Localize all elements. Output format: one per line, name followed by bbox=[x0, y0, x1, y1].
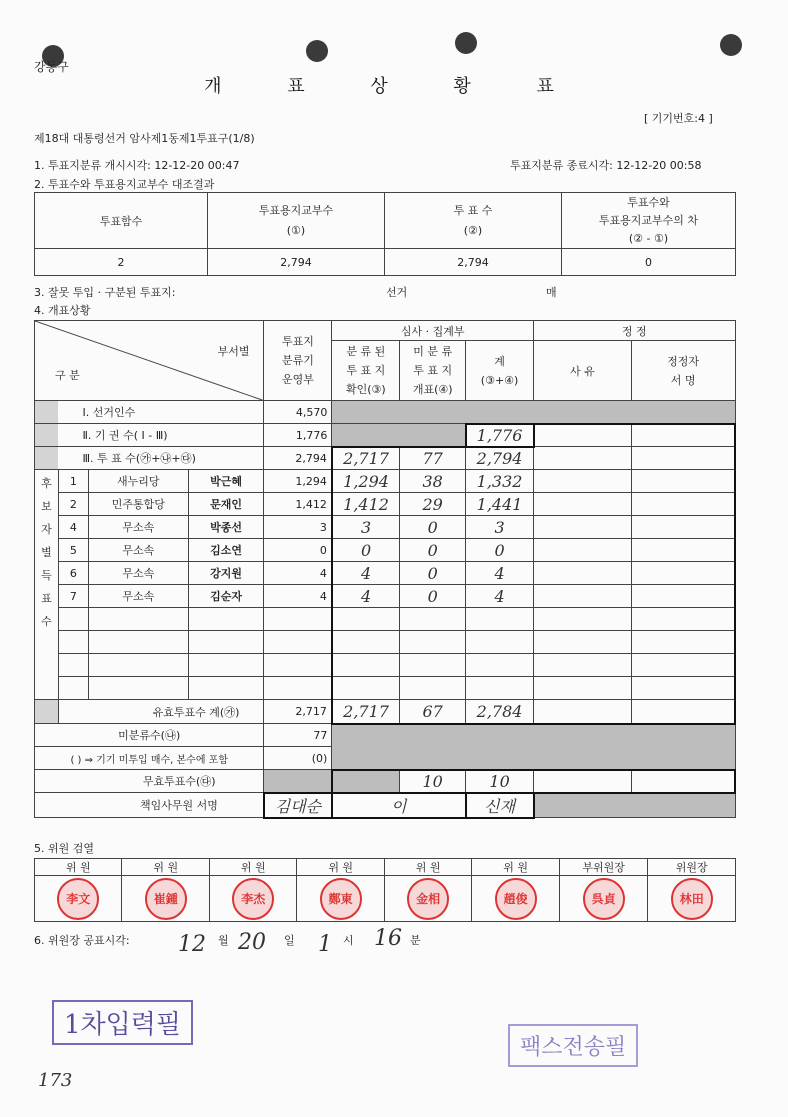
candidate-machine: 4 bbox=[264, 585, 332, 608]
header-diagonal-cell bbox=[35, 321, 264, 401]
header-signer: 정정자 서 명 bbox=[631, 341, 735, 401]
counting-table bbox=[34, 320, 736, 819]
candidate-row bbox=[35, 562, 736, 585]
candidate-row bbox=[35, 539, 736, 562]
header-difference: 투표수와 투표용지교부수의 차 (② - ①) bbox=[562, 193, 736, 249]
page-title: 개 표 상 황 표 bbox=[204, 76, 584, 97]
value-votes: 2,794 bbox=[385, 249, 562, 276]
committee-table bbox=[34, 858, 736, 922]
header-votes: 투 표 수 (②) bbox=[385, 193, 562, 249]
committee-role: 위 원 bbox=[122, 859, 209, 876]
signature-2: 이 bbox=[332, 793, 466, 818]
fax-sent-stamp: 팩스전송필 bbox=[508, 1024, 638, 1067]
diagonal-line bbox=[35, 321, 265, 401]
candidate-machine: 4 bbox=[264, 562, 332, 585]
candidate-sum: 1,332 bbox=[466, 470, 534, 493]
value-issued: 2,794 bbox=[208, 249, 385, 276]
row-voters-label: Ⅰ. 선거인수 bbox=[58, 401, 264, 424]
row-sign-label: 책임사무원 서명 bbox=[35, 793, 264, 818]
header-machine: 투표지 분류기 운영부 bbox=[264, 321, 332, 401]
candidate-party: 무소속 bbox=[88, 539, 188, 562]
announce-minute: 16 bbox=[374, 926, 402, 951]
candidate-sum: 1,441 bbox=[466, 493, 534, 516]
side-label: 후 보 자 별 득 표 수 bbox=[35, 470, 59, 700]
candidate-machine: 1,412 bbox=[264, 493, 332, 516]
row-abstain-label: Ⅱ. 기 권 수( Ⅰ - Ⅲ) bbox=[58, 424, 264, 447]
empty-row bbox=[35, 608, 736, 631]
header-reason: 사 유 bbox=[534, 341, 632, 401]
seal-stamp: 崔鍾 bbox=[145, 878, 187, 920]
punch-hole bbox=[720, 34, 742, 56]
header-issued: 투표용지교부수 (①) bbox=[208, 193, 385, 249]
committee-role: 위원장 bbox=[648, 859, 736, 876]
row-valid-machine: 2,717 bbox=[264, 700, 332, 724]
seal-stamp: 李文 bbox=[57, 878, 99, 920]
committee-role: 위 원 bbox=[384, 859, 471, 876]
candidate-sum: 3 bbox=[466, 516, 534, 539]
candidate-no: 2 bbox=[58, 493, 88, 516]
header-sum: 계 (③+④) bbox=[466, 341, 534, 401]
section3-label: 3. 잘못 투입 · 구분된 투표지: bbox=[34, 286, 176, 299]
punch-hole bbox=[306, 40, 328, 62]
row-valid-sum: 2,784 bbox=[466, 700, 534, 724]
candidate-unclassified: 38 bbox=[400, 470, 466, 493]
section3-unit: 매 bbox=[546, 286, 557, 299]
candidate-classified: 1,294 bbox=[332, 470, 400, 493]
candidate-party: 새누리당 bbox=[88, 470, 188, 493]
candidate-sum: 4 bbox=[466, 562, 534, 585]
candidate-name: 김순자 bbox=[188, 585, 264, 608]
header-ballot-boxes: 투표함수 bbox=[35, 193, 208, 249]
announce-hour-unit: 시 bbox=[343, 934, 354, 947]
announce-day: 20 bbox=[238, 930, 266, 955]
row-invalid-sum: 10 bbox=[466, 770, 534, 793]
candidate-classified: 3 bbox=[332, 516, 400, 539]
candidate-no: 4 bbox=[58, 516, 88, 539]
comparison-table bbox=[34, 192, 736, 276]
committee-role: 위 원 bbox=[472, 859, 559, 876]
candidate-row bbox=[35, 470, 736, 493]
announce-minute-unit: 분 bbox=[410, 934, 421, 947]
empty-row bbox=[35, 654, 736, 677]
subtitle: 제18대 대통령선거 암사제1동제1투표구(1/8) bbox=[34, 132, 255, 145]
candidate-unclassified: 29 bbox=[400, 493, 466, 516]
candidate-no: 1 bbox=[58, 470, 88, 493]
committee-role: 위 원 bbox=[209, 859, 296, 876]
signature-3: 신재 bbox=[466, 793, 534, 818]
candidate-no: 7 bbox=[58, 585, 88, 608]
candidate-unclassified: 0 bbox=[400, 585, 466, 608]
candidate-no: 6 bbox=[58, 562, 88, 585]
committee-role: 부위원장 bbox=[559, 859, 648, 876]
candidate-machine: 3 bbox=[264, 516, 332, 539]
empty-row bbox=[35, 677, 736, 700]
row-valid-label: 유효투표수 계(㉮) bbox=[58, 700, 264, 724]
row-abstain-sum: 1,776 bbox=[466, 424, 534, 447]
row-unclassified-machine: 77 bbox=[264, 724, 332, 747]
announce-hour: 1 bbox=[318, 932, 332, 957]
announce-month: 12 bbox=[178, 932, 206, 957]
district-label: 강동구 bbox=[34, 60, 69, 74]
row-votes-unclassified: 77 bbox=[400, 447, 466, 470]
machine-number: [ 기기번호:4 ] bbox=[644, 112, 713, 125]
candidate-name: 문재인 bbox=[188, 493, 264, 516]
candidate-party: 무소속 bbox=[88, 516, 188, 539]
row-valid-classified: 2,717 bbox=[332, 700, 400, 724]
row-unclassified-label: 미분류수(㉯) bbox=[35, 724, 264, 747]
seal-stamp: 呉貞 bbox=[583, 878, 625, 920]
candidate-no: 5 bbox=[58, 539, 88, 562]
candidate-row bbox=[35, 516, 736, 539]
candidate-machine: 0 bbox=[264, 539, 332, 562]
candidate-unclassified: 0 bbox=[400, 562, 466, 585]
row-note-label: ( ) ⇒ 기기 미투입 매수, 본수에 포함 bbox=[35, 747, 264, 770]
seal-stamp: 金相 bbox=[407, 878, 449, 920]
value-ballot-boxes: 2 bbox=[35, 249, 208, 276]
header-correction: 정 정 bbox=[534, 321, 735, 341]
candidate-machine: 1,294 bbox=[264, 470, 332, 493]
candidate-unclassified: 0 bbox=[400, 539, 466, 562]
header-classified: 분 류 된 투 표 지 확인(③) bbox=[332, 341, 400, 401]
row-votes-machine: 2,794 bbox=[264, 447, 332, 470]
input-complete-stamp: 1차입력필 bbox=[52, 1000, 193, 1045]
header-review: 심사 · 집계부 bbox=[332, 321, 534, 341]
empty-row bbox=[35, 631, 736, 654]
value-difference: 0 bbox=[562, 249, 736, 276]
seal-stamp: 李杰 bbox=[232, 878, 274, 920]
candidate-sum: 0 bbox=[466, 539, 534, 562]
candidate-party: 민주통합당 bbox=[88, 493, 188, 516]
header-unclassified: 미 분 류 투 표 지 개표(④) bbox=[400, 341, 466, 401]
committee-role: 위 원 bbox=[35, 859, 122, 876]
candidate-classified: 1,412 bbox=[332, 493, 400, 516]
header-department: 부서별 bbox=[217, 345, 250, 358]
candidate-classified: 4 bbox=[332, 585, 400, 608]
signature-1: 김대순 bbox=[264, 793, 332, 818]
header-category: 구 분 bbox=[55, 369, 80, 382]
row-invalid-label: 무효투표수(㉰) bbox=[35, 770, 264, 793]
candidate-party: 무소속 bbox=[88, 585, 188, 608]
announce-month-unit: 월 bbox=[218, 934, 229, 947]
page-note: 173 bbox=[38, 1070, 73, 1091]
seal-stamp: 鄭東 bbox=[320, 878, 362, 920]
candidate-row bbox=[35, 585, 736, 608]
candidate-name: 박근혜 bbox=[188, 470, 264, 493]
candidate-row bbox=[35, 493, 736, 516]
candidate-name: 강지원 bbox=[188, 562, 264, 585]
candidate-sum: 4 bbox=[466, 585, 534, 608]
section4-label: 4. 개표상황 bbox=[34, 304, 91, 317]
seal-stamp: 林田 bbox=[671, 878, 713, 920]
section2-label: 2. 투표수와 투표용지교부수 대조결과 bbox=[34, 178, 215, 191]
section3-election: 선거 bbox=[386, 286, 408, 299]
row-invalid-unclassified: 10 bbox=[400, 770, 466, 793]
sorting-end-time: 투표지분류 종료시각: 12-12-20 00:58 bbox=[510, 159, 702, 172]
candidate-party: 무소속 bbox=[88, 562, 188, 585]
row-votes-sum: 2,794 bbox=[466, 447, 534, 470]
candidate-classified: 4 bbox=[332, 562, 400, 585]
punch-hole bbox=[455, 32, 477, 54]
sorting-start-time: 1. 투표지분류 개시시각: 12-12-20 00:47 bbox=[34, 159, 240, 172]
candidate-unclassified: 0 bbox=[400, 516, 466, 539]
committee-role: 위 원 bbox=[297, 859, 384, 876]
row-abstain-machine: 1,776 bbox=[264, 424, 332, 447]
candidate-name: 박종선 bbox=[188, 516, 264, 539]
row-note-machine: (0) bbox=[264, 747, 332, 770]
row-votes-classified: 2,717 bbox=[332, 447, 400, 470]
row-voters-machine: 4,570 bbox=[264, 401, 332, 424]
candidate-name: 김소연 bbox=[188, 539, 264, 562]
row-valid-unclassified: 67 bbox=[400, 700, 466, 724]
section5-label: 5. 위원 검열 bbox=[34, 842, 94, 855]
seal-stamp: 趙俊 bbox=[495, 878, 537, 920]
candidate-classified: 0 bbox=[332, 539, 400, 562]
section6-label: 6. 위원장 공표시각: bbox=[34, 934, 130, 947]
row-votes-label: Ⅲ. 투 표 수(㉮+㉯+㉰) bbox=[58, 447, 264, 470]
announce-day-unit: 일 bbox=[284, 934, 295, 947]
